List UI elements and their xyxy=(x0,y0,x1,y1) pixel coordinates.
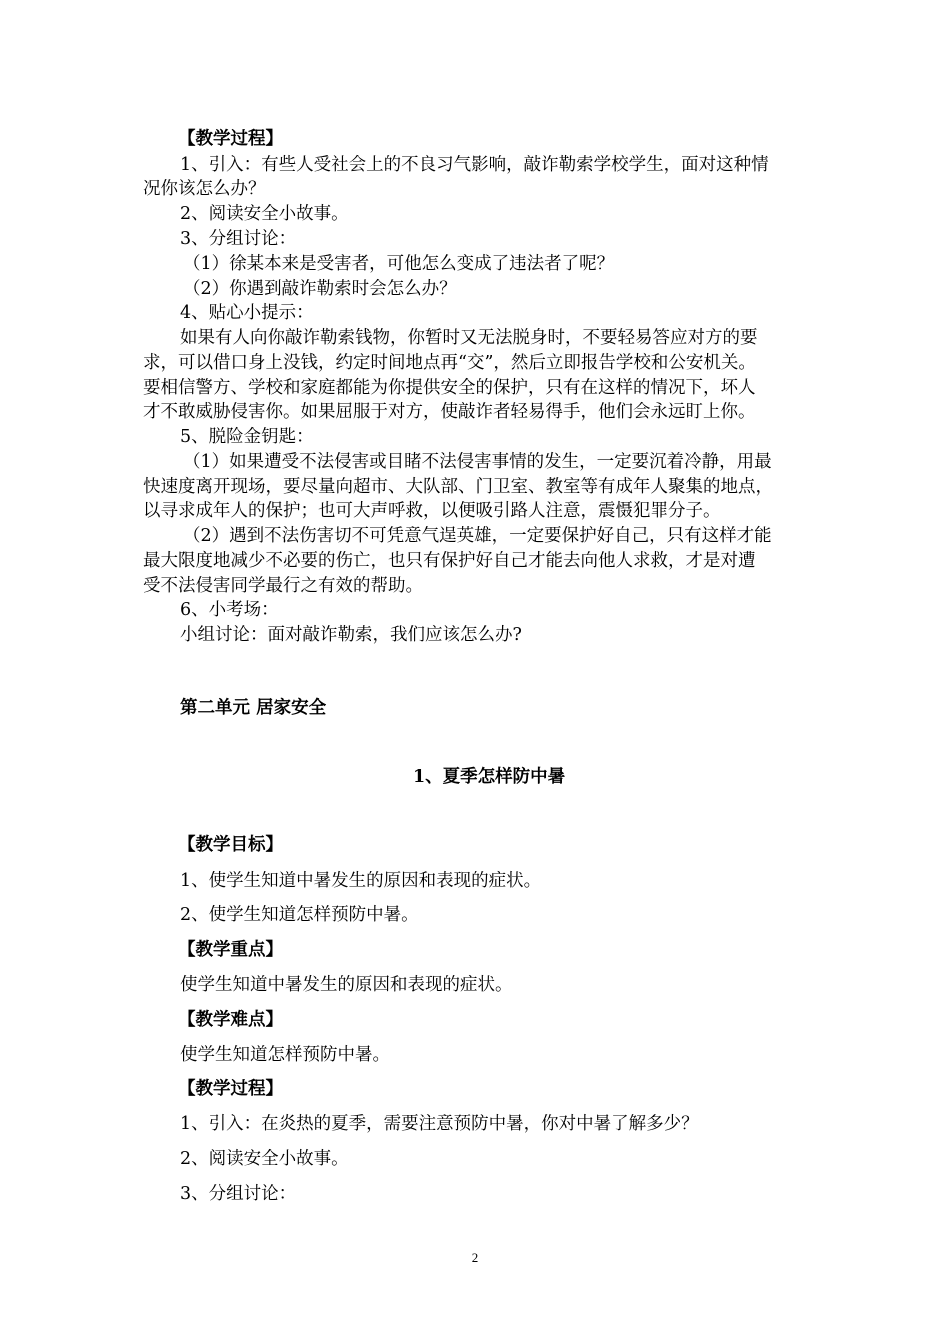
process-item: 2、阅读安全小故事。 xyxy=(180,1149,349,1169)
page-number: 2 xyxy=(471,1250,479,1265)
section-heading-goals: 【教学目标】 xyxy=(178,835,283,855)
text-line: （2）遇到不法伤害切不可凭意气逞英雄，一定要保护好自己，只有这样才能 xyxy=(183,526,772,546)
text-line: 最大限度地减少不必要的伤亡，也只有保护好自己才能去向他人求救，才是对遭 xyxy=(143,551,756,571)
text-line: 才不敢威胁侵害你。如果屈服于对方，使敲诈者轻易得手，他们会永远盯上你。 xyxy=(143,402,756,422)
text-line: 1、引入：有些人受社会上的不良习气影响，敲诈勒索学校学生，面对这种情 xyxy=(180,155,769,175)
text-line: 要相信警方、学校和家庭都能为你提供安全的保护，只有在这样的情况下，坏人 xyxy=(143,378,756,398)
text-line: 受不法侵害同学最行之有效的帮助。 xyxy=(143,576,423,596)
text-line: （1）徐某本来是受害者，可他怎么变成了违法者了呢？ xyxy=(183,254,615,274)
text-line: 3、分组讨论： xyxy=(180,229,297,249)
text-line: 况你该怎么办？ xyxy=(143,179,266,199)
section-heading-process-2: 【教学过程】 xyxy=(178,1079,283,1099)
process-item: 3、分组讨论： xyxy=(180,1184,297,1204)
text-line: 4、贴心小提示： xyxy=(180,303,314,323)
section-heading-process: 【教学过程】 xyxy=(178,129,283,149)
unit-title: 第二单元 居家安全 xyxy=(180,698,327,718)
difficulty-text: 使学生知道怎样预防中暑。 xyxy=(180,1045,390,1065)
text-line: 如果有人向你敲诈勒索钱物，你暂时又无法脱身时，不要轻易答应对方的要 xyxy=(180,328,758,348)
section-heading-key-points: 【教学重点】 xyxy=(178,940,283,960)
text-line: 以寻求成年人的保护；也可大声呼救，以便吸引路人注意，震慑犯罪分子。 xyxy=(143,501,721,521)
text-line: 6、小考场： xyxy=(180,600,279,620)
text-line: 快速度离开现场，要尽量向超市、大队部、门卫室、教室等有成年人聚集的地点， xyxy=(143,477,773,497)
text-line: （1）如果遭受不法侵害或目睹不法侵害事情的发生，一定要沉着冷静，用最 xyxy=(183,452,772,472)
text-line: 2、阅读安全小故事。 xyxy=(180,204,349,224)
goal-item: 1、使学生知道中暑发生的原因和表现的症状。 xyxy=(180,871,542,891)
goal-item: 2、使学生知道怎样预防中暑。 xyxy=(180,905,419,925)
key-point-text: 使学生知道中暑发生的原因和表现的症状。 xyxy=(180,975,513,995)
text-line: 小组讨论：面对敲诈勒索，我们应该怎么办? xyxy=(180,625,522,645)
text-line: 5、脱险金钥匙： xyxy=(180,427,314,447)
text-line: 求，可以借口身上没钱，约定时间地点再“交”，然后立即报告学校和公安机关。 xyxy=(143,353,756,373)
text-line: （2）你遇到敲诈勒索时会怎么办？ xyxy=(183,279,457,299)
lesson-title: 1、夏季怎样防中暑 xyxy=(413,767,566,787)
process-item: 1、引入：在炎热的夏季，需要注意预防中暑，你对中暑了解多少？ xyxy=(180,1114,699,1134)
section-heading-difficulties: 【教学难点】 xyxy=(178,1010,283,1030)
